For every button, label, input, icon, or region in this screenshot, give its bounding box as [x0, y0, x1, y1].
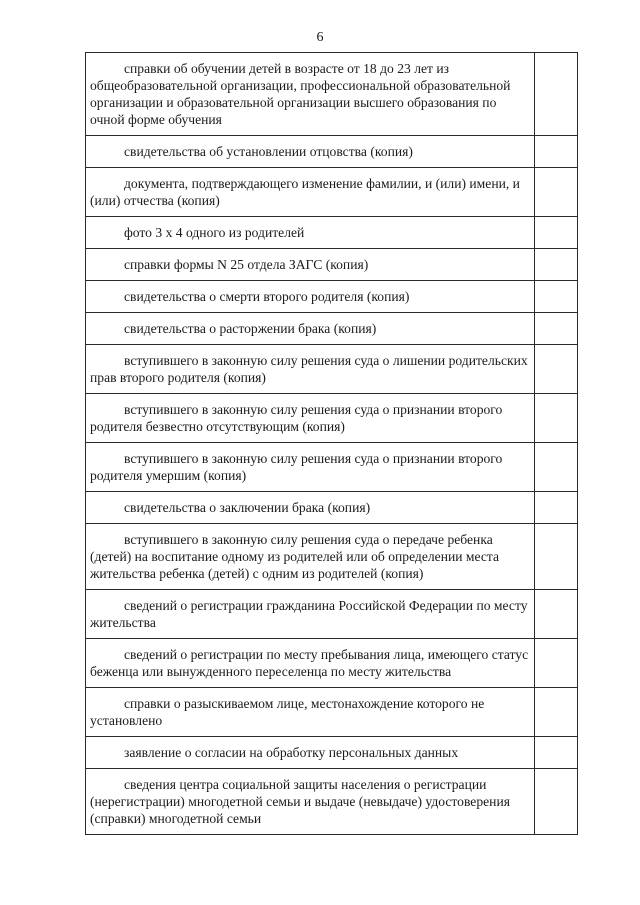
- mark-cell: [535, 524, 578, 590]
- mark-cell: [535, 737, 578, 769]
- table-row: [86, 769, 578, 835]
- document-item-cell: [86, 394, 535, 443]
- document-item-text: справки о разыскиваемом лице, местонахождение которого не установлено: [90, 696, 485, 728]
- table-row: [86, 590, 578, 639]
- mark-cell: [535, 345, 578, 394]
- document-item-cell: [86, 639, 535, 688]
- table-row: [86, 492, 578, 524]
- mark-cell: [535, 53, 578, 136]
- table-row: [86, 639, 578, 688]
- document-item-cell: [86, 217, 535, 249]
- table-row: [86, 53, 578, 136]
- document-item-text: свидетельства о смерти второго родителя (копия): [124, 289, 410, 304]
- document-item-cell: [86, 737, 535, 769]
- mark-cell: [535, 639, 578, 688]
- document-item-cell: [86, 136, 535, 168]
- document-item-cell: [86, 313, 535, 345]
- document-item-cell: [86, 168, 535, 217]
- documents-table-body: [86, 53, 578, 835]
- mark-cell: [535, 313, 578, 345]
- document-item-text: вступившего в законную силу решения суда о лишении родительских прав второго родителя (копия): [90, 353, 528, 385]
- document-item-text: вступившего в законную силу решения суда о признании второго родителя безвестно отсутствующим (копия): [90, 402, 503, 434]
- document-item-text: вступившего в законную силу решения суда о признании второго родителя умершим (копия): [90, 451, 503, 483]
- table-row: [86, 217, 578, 249]
- table-row: [86, 524, 578, 590]
- document-item-text: справки об обучении детей в возрасте от 18 до 23 лет из общеобразовательной организации, профессиональной образовательной организации и образовательной организации высшего образования по очной форме обучения: [90, 61, 511, 127]
- table-row: [86, 136, 578, 168]
- document-item-cell: [86, 492, 535, 524]
- table-row: [86, 249, 578, 281]
- documents-table: [85, 52, 578, 835]
- page-number: 6: [316, 30, 324, 45]
- document-item-text: свидетельства о расторжении брака (копия): [124, 321, 377, 336]
- mark-cell: [535, 249, 578, 281]
- document-item-cell: [86, 53, 535, 136]
- mark-cell: [535, 136, 578, 168]
- table-row: [86, 345, 578, 394]
- table-row: [86, 168, 578, 217]
- document-item-text: справки формы N 25 отдела ЗАГС (копия): [124, 257, 369, 272]
- table-row: [86, 394, 578, 443]
- mark-cell: [535, 590, 578, 639]
- mark-cell: [535, 443, 578, 492]
- table-row: [86, 737, 578, 769]
- document-item-cell: [86, 769, 535, 835]
- document-item-text: сведения центра социальной защиты населения о регистрации (нерегистрации) многодетной семьи и выдаче (невыдаче) удостоверения (справки) многодетной семьи: [90, 777, 510, 826]
- document-item-cell: [86, 688, 535, 737]
- document-item-cell: [86, 281, 535, 313]
- document-item-cell: [86, 249, 535, 281]
- mark-cell: [535, 492, 578, 524]
- document-item-text: документа, подтверждающего изменение фамилии, и (или) имени, и (или) отчества (копия): [90, 176, 520, 208]
- document-item-text: заявление о согласии на обработку персональных данных: [124, 745, 459, 760]
- mark-cell: [535, 281, 578, 313]
- mark-cell: [535, 217, 578, 249]
- document-item-cell: [86, 590, 535, 639]
- mark-cell: [535, 394, 578, 443]
- document-item-text: свидетельства о заключении брака (копия): [124, 500, 371, 515]
- mark-cell: [535, 688, 578, 737]
- mark-cell: [535, 168, 578, 217]
- document-item-text: фото 3 х 4 одного из родителей: [124, 225, 305, 240]
- document-item-text: свидетельства об установлении отцовства (копия): [124, 144, 413, 159]
- mark-cell: [535, 769, 578, 835]
- document-item-cell: [86, 345, 535, 394]
- table-row: [86, 313, 578, 345]
- document-item-cell: [86, 443, 535, 492]
- table-row: [86, 688, 578, 737]
- document-item-text: сведений о регистрации по месту пребывания лица, имеющего статус беженца или вынужденного переселенца по месту жительства: [90, 647, 529, 679]
- table-row: [86, 281, 578, 313]
- document-item-cell: [86, 524, 535, 590]
- document-item-text: вступившего в законную силу решения суда о передаче ребенка (детей) на воспитание одному из родителей или об определении места жительства ребенка (детей) с одним из родителей (копия): [90, 532, 500, 581]
- document-item-text: сведений о регистрации гражданина Российской Федерации по месту жительства: [90, 598, 528, 630]
- table-row: [86, 443, 578, 492]
